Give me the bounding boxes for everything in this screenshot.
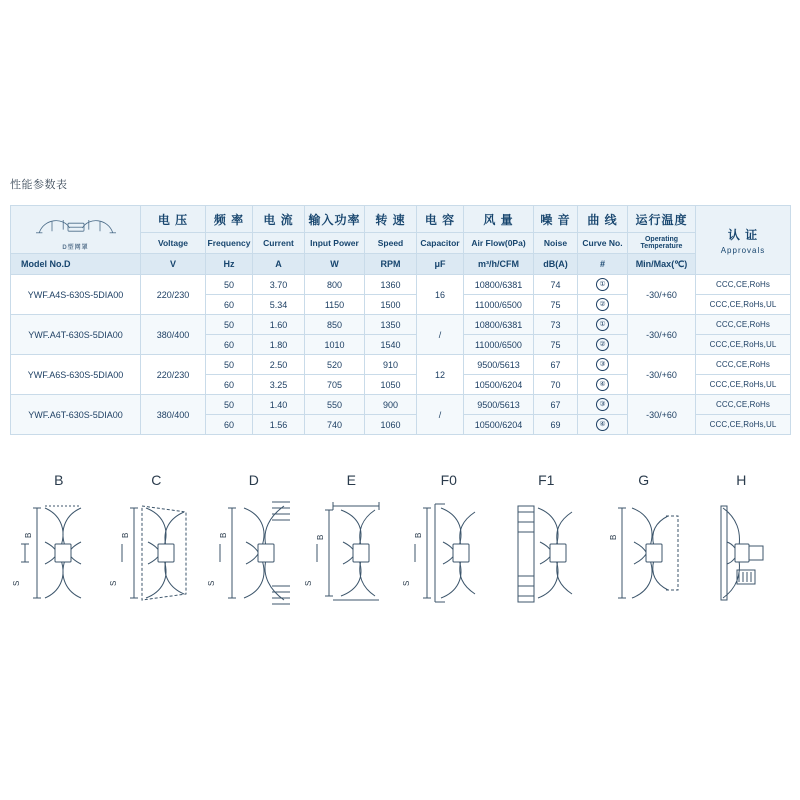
header-cn-speed: 转 速 — [365, 206, 417, 233]
speed-value: 900 — [365, 395, 417, 415]
speed-value: 1050 — [365, 375, 417, 395]
speed-value: 1360 — [365, 275, 417, 295]
temperature-value: -30/+60 — [628, 395, 696, 435]
curve-value — [578, 275, 628, 295]
curve-badge: ① — [596, 278, 609, 291]
diagram-art-e — [303, 492, 399, 614]
current-value: 1.60 — [253, 315, 305, 335]
header-en-speed: Speed — [365, 233, 417, 254]
header-unit-current: A — [253, 254, 305, 275]
diagram-g — [595, 470, 693, 630]
frequency-value: 60 — [206, 335, 253, 355]
page-title: 性能参数表 — [10, 179, 68, 191]
airflow-value: 9500/5613 — [464, 395, 534, 415]
input-power-value: 705 — [305, 375, 365, 395]
airflow-value: 9500/5613 — [464, 355, 534, 375]
frequency-value: 50 — [206, 355, 253, 375]
diagram-art-b — [11, 492, 107, 614]
frequency-value: 50 — [206, 395, 253, 415]
approval-value: CCC,CE,RoHs,UL — [696, 295, 791, 315]
current-value: 5.34 — [253, 295, 305, 315]
temperature-value: -30/+60 — [628, 355, 696, 395]
model-name: YWF.A6T-630S-5DIA00 — [11, 395, 141, 435]
input-power-value: 520 — [305, 355, 365, 375]
diagram-art-c — [108, 492, 204, 614]
curve-value — [578, 415, 628, 435]
header-en-frequency: Frequency — [206, 233, 253, 254]
curve-value — [578, 335, 628, 355]
curve-badge: ② — [596, 298, 609, 311]
curve-badge: ④ — [596, 418, 609, 431]
fan-guard-icon — [20, 212, 132, 244]
temperature-value: -30/+60 — [628, 315, 696, 355]
header-cn-temperature: 运行温度 — [628, 206, 696, 233]
approval-value: CCC,CE,RoHs,UL — [696, 335, 791, 355]
header-en-input-power: Input Power — [305, 233, 365, 254]
header-cn-input-power: 输入功率 — [305, 206, 365, 233]
airflow-value: 11000/6500 — [464, 295, 534, 315]
noise-value: 74 — [534, 275, 578, 295]
capacitor-value: 12 — [417, 355, 464, 395]
header-unit-capacitor: μF — [417, 254, 464, 275]
fan-bracket-f1-icon — [498, 492, 594, 614]
header-en-approvals: Approvals — [720, 245, 766, 255]
curve-value — [578, 355, 628, 375]
fan-bracket-e-icon — [303, 492, 399, 614]
input-power-value: 740 — [305, 415, 365, 435]
fan-bracket-d-icon — [206, 492, 302, 614]
current-value: 2.50 — [253, 355, 305, 375]
diagram-label: F1 — [538, 472, 555, 488]
table-header-units — [11, 254, 791, 275]
approval-value: CCC,CE,RoHs — [696, 355, 791, 375]
dim-label-s: S — [304, 580, 314, 586]
table-row — [11, 275, 791, 295]
header-unit-curve: # — [578, 254, 628, 275]
airflow-value: 10500/6204 — [464, 375, 534, 395]
noise-value: 75 — [534, 295, 578, 315]
dim-label-s: S — [11, 580, 21, 586]
frequency-value: 60 — [206, 295, 253, 315]
input-power-value: 550 — [305, 395, 365, 415]
input-power-value: 850 — [305, 315, 365, 335]
airflow-value: 10500/6204 — [464, 415, 534, 435]
diagram-label: B — [54, 472, 64, 488]
current-value: 3.70 — [253, 275, 305, 295]
curve-value — [578, 395, 628, 415]
table-header-cn — [11, 206, 791, 233]
current-value: 3.25 — [253, 375, 305, 395]
diagram-art-f0 — [401, 492, 497, 614]
diagram-h — [693, 470, 791, 630]
curve-badge: ① — [596, 318, 609, 331]
diagram-b — [10, 470, 108, 630]
table-row — [11, 355, 791, 375]
header-cn-current: 电 流 — [253, 206, 305, 233]
current-value: 1.80 — [253, 335, 305, 355]
current-value: 1.56 — [253, 415, 305, 435]
curve-badge: ④ — [596, 378, 609, 391]
header-unit-input-power: W — [305, 254, 365, 275]
dim-label-s: S — [206, 580, 216, 586]
header-cn-noise: 噪 音 — [534, 206, 578, 233]
speed-value: 1350 — [365, 315, 417, 335]
curve-badge: ② — [596, 338, 609, 351]
noise-value: 67 — [534, 355, 578, 375]
curve-value — [578, 295, 628, 315]
diagram-label: C — [151, 472, 162, 488]
curve-badge: ③ — [596, 358, 609, 371]
noise-value: 73 — [534, 315, 578, 335]
header-cn-curve: 曲 线 — [578, 206, 628, 233]
noise-value: 75 — [534, 335, 578, 355]
header-unit-voltage: V — [141, 254, 206, 275]
header-unit-frequency: Hz — [206, 254, 253, 275]
voltage-value: 380/400 — [141, 395, 206, 435]
header-unit-airflow: m³/h/CFM — [464, 254, 534, 275]
diagram-c — [108, 470, 206, 630]
model-name: YWF.A4S-630S-5DIA00 — [11, 275, 141, 315]
voltage-value: 220/230 — [141, 275, 206, 315]
voltage-value: 380/400 — [141, 315, 206, 355]
header-en-temperature: Operating Temperature — [628, 233, 696, 254]
header-en-curve: Curve No. — [578, 233, 628, 254]
capacitor-value: / — [417, 315, 464, 355]
frequency-value: 50 — [206, 275, 253, 295]
curve-badge: ③ — [596, 398, 609, 411]
noise-value: 69 — [534, 415, 578, 435]
product-icon-caption: D型网罩 — [62, 245, 89, 251]
dim-label-b: B — [316, 534, 326, 540]
frequency-value: 50 — [206, 315, 253, 335]
airflow-value: 10800/6381 — [464, 315, 534, 335]
header-en-capacitor: Capacitor — [417, 233, 464, 254]
fan-bracket-c-icon — [108, 492, 204, 614]
approval-value: CCC,CE,RoHs — [696, 315, 791, 335]
diagram-art-g — [596, 492, 692, 614]
fan-bracket-b-icon — [11, 492, 107, 614]
header-en-current: Current — [253, 233, 305, 254]
header-unit-temperature: Min/Max(℃) — [628, 254, 696, 275]
dim-label-b: B — [23, 532, 33, 538]
header-en-noise: Noise — [534, 233, 578, 254]
capacitor-value: 16 — [417, 275, 464, 315]
speed-value: 1540 — [365, 335, 417, 355]
noise-value: 67 — [534, 395, 578, 415]
diagram-art-f1 — [498, 492, 594, 614]
specification-table — [10, 205, 791, 435]
model-name: YWF.A6S-630S-5DIA00 — [11, 355, 141, 395]
header-cn-airflow: 风 量 — [464, 206, 534, 233]
diagram-label: G — [638, 472, 650, 488]
fan-bracket-g-icon — [596, 492, 692, 614]
noise-value: 70 — [534, 375, 578, 395]
capacitor-value: / — [417, 395, 464, 435]
header-approvals — [696, 206, 791, 275]
header-en-airflow: Air Flow(0Pa) — [464, 233, 534, 254]
header-cn-voltage: 电 压 — [141, 206, 206, 233]
diagram-label: E — [346, 472, 356, 488]
diagram-label: F0 — [440, 472, 457, 488]
diagram-f0 — [400, 470, 498, 630]
speed-value: 1060 — [365, 415, 417, 435]
dim-label-b: B — [218, 532, 228, 538]
dim-label-b: B — [121, 532, 131, 538]
mounting-diagram-strip — [10, 470, 790, 630]
header-cn-frequency: 频 率 — [206, 206, 253, 233]
dim-label-s: S — [109, 580, 119, 586]
approval-value: CCC,CE,RoHs,UL — [696, 415, 791, 435]
frequency-value: 60 — [206, 415, 253, 435]
input-power-value: 800 — [305, 275, 365, 295]
input-power-value: 1150 — [305, 295, 365, 315]
approval-value: CCC,CE,RoHs — [696, 275, 791, 295]
approval-value: CCC,CE,RoHs — [696, 395, 791, 415]
voltage-value: 220/230 — [141, 355, 206, 395]
diagram-art-d — [206, 492, 302, 614]
header-unit-noise: dB(A) — [534, 254, 578, 275]
curve-value — [578, 375, 628, 395]
header-en-voltage: Voltage — [141, 233, 206, 254]
table-row — [11, 315, 791, 335]
diagram-art-h — [693, 492, 789, 614]
dim-label-s: S — [401, 580, 411, 586]
product-icon-cell — [11, 206, 141, 254]
current-value: 1.40 — [253, 395, 305, 415]
header-unit-speed: RPM — [365, 254, 417, 275]
diagram-d — [205, 470, 303, 630]
diagram-e — [303, 470, 401, 630]
dim-label-b: B — [608, 534, 618, 540]
airflow-value: 10800/6381 — [464, 275, 534, 295]
diagram-label: D — [248, 472, 259, 488]
diagram-f1 — [498, 470, 596, 630]
airflow-value: 11000/6500 — [464, 335, 534, 355]
temperature-value: -30/+60 — [628, 275, 696, 315]
approval-value: CCC,CE,RoHs,UL — [696, 375, 791, 395]
speed-value: 1500 — [365, 295, 417, 315]
header-unit-model: Model No.D — [11, 254, 141, 275]
input-power-value: 1010 — [305, 335, 365, 355]
dim-label-b: B — [413, 532, 423, 538]
diagram-label: H — [736, 472, 747, 488]
header-cn-capacitor: 电 容 — [417, 206, 464, 233]
model-name: YWF.A4T-630S-5DIA00 — [11, 315, 141, 355]
curve-value — [578, 315, 628, 335]
frequency-value: 60 — [206, 375, 253, 395]
speed-value: 910 — [365, 355, 417, 375]
table-row — [11, 395, 791, 415]
header-cn-approvals: 认 证 — [727, 227, 759, 242]
fan-bracket-f0-icon — [401, 492, 497, 614]
fan-bracket-h-icon — [693, 492, 789, 614]
